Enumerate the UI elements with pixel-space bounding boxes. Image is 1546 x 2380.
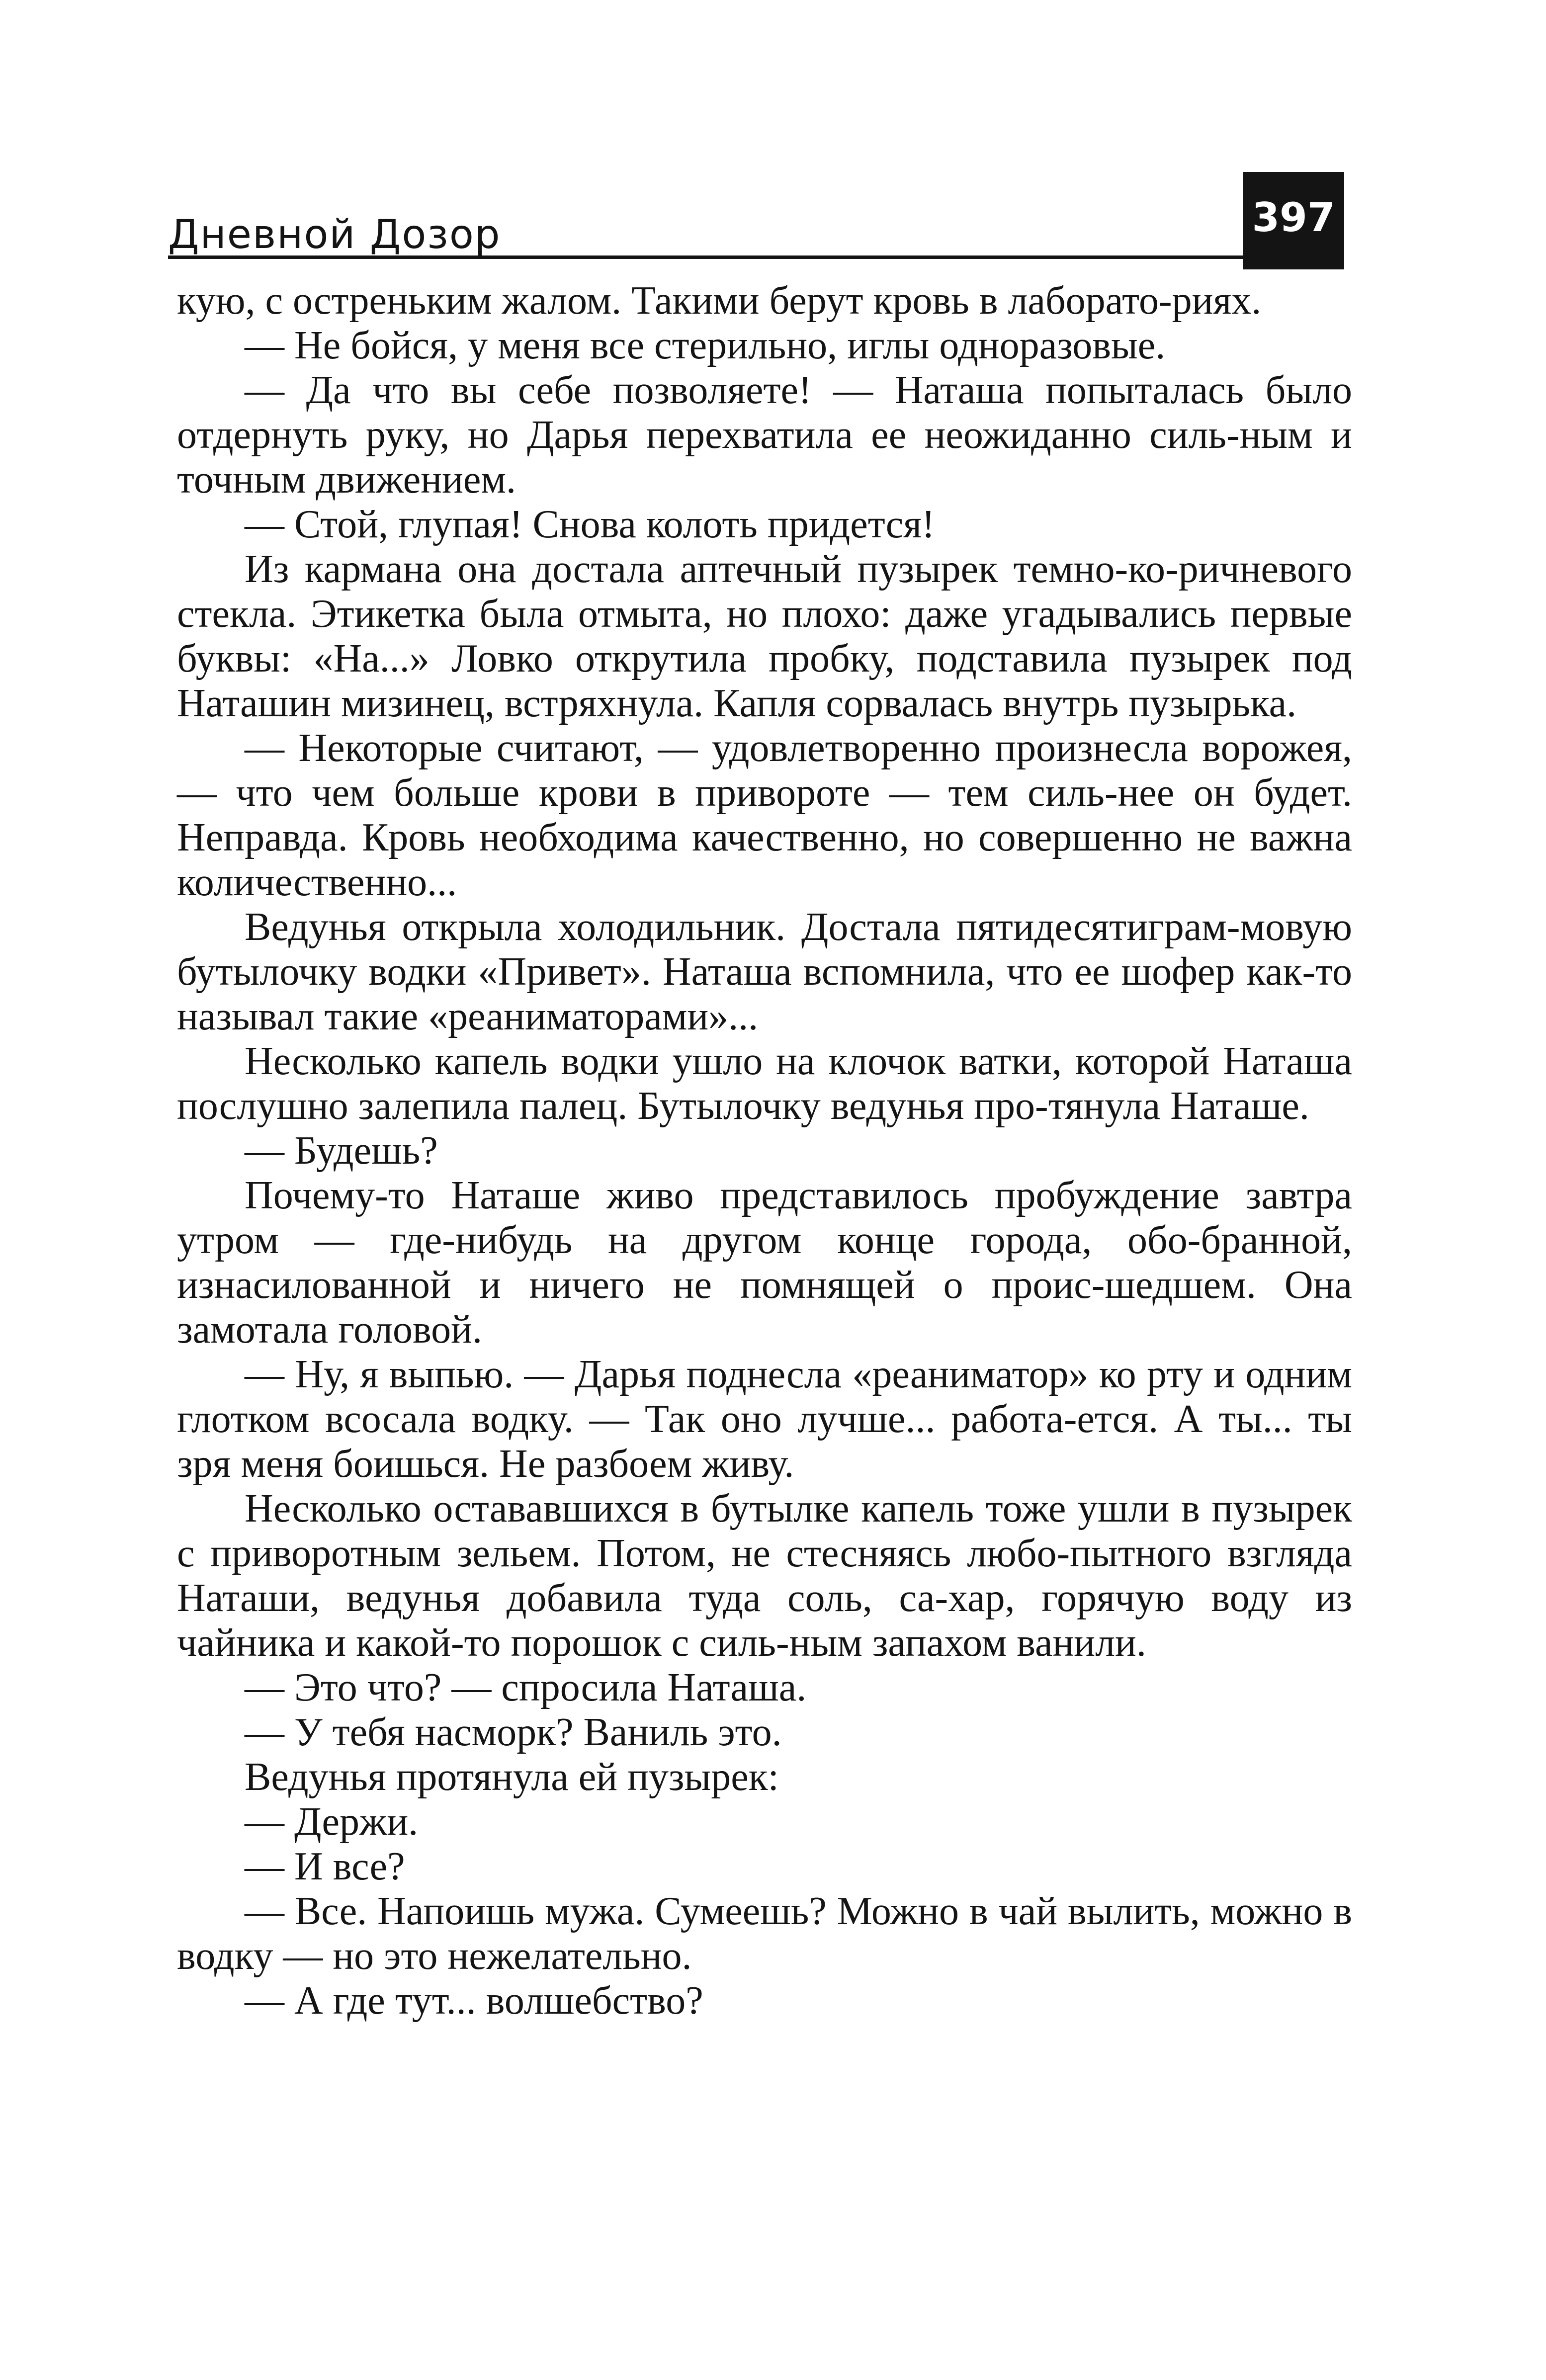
- page-number-badge: [1243, 172, 1344, 269]
- body-text: [177, 278, 1352, 2023]
- paragraph: Ведунья открыла холодильник. Достала пятидесятиграм-мовую бутылочку водки «Привет». Наташа вспомнила, что ее шофер как-то называл такие «реаниматорами»...: [177, 905, 1352, 1038]
- paragraph: — Будешь?: [245, 1129, 438, 1173]
- paragraph: кую, с остреньким жалом. Такими берут кровь в лаборато-риях.: [177, 279, 1262, 323]
- paragraph: — Да что вы себе позволяете! — Наташа попыталась было отдернуть руку, но Дарья перехватила ее неожиданно силь-ным и точным движением.: [177, 368, 1352, 502]
- paragraph: Ведунья протянула ей пузырек:: [245, 1755, 779, 1799]
- paragraph: — У тебя насморк? Ваниль это.: [245, 1710, 782, 1754]
- paragraph: — А где тут... волшебство?: [245, 1979, 703, 2023]
- paragraph: Несколько капель водки ушло на клочок ватки, которой Наташа послушно залепила палец. Бутылочку ведунья про-тянула Наташе.: [177, 1039, 1352, 1128]
- page-number: 397: [1252, 194, 1335, 241]
- paragraph: Почему-то Наташе живо представилось пробуждение завтра утром — где-нибудь на другом конце города, обо-бранной, изнасилованной и ничего не помнящей о проис-шедшем. Она замотала головой.: [177, 1174, 1352, 1352]
- paragraph: — Это что? — спросила Наташа.: [245, 1666, 807, 1709]
- running-header: [168, 211, 1344, 259]
- paragraph: — И все?: [245, 1845, 405, 1888]
- paragraph: — Стой, глупая! Снова колоть придется!: [245, 503, 935, 546]
- paragraph: — Ну, я выпью. — Дарья поднесла «реаниматор» ко рту и одним глотком всосала водку. — Так оно лучше... работа-ется. А ты... ты зря меня боишься. Не разбоем живу.: [177, 1353, 1352, 1486]
- paragraph: Несколько остававшихся в бутылке капель тоже ушли в пузырек с приворотным зельем. Потом, не стесняясь любо-пытного взгляда Наташи, ведунья добавила туда соль, са-хар, горячую воду из чайника и какой-то порошок с силь-ным запахом ванили.: [177, 1487, 1352, 1665]
- paragraph: Из кармана она достала аптечный пузырек темно-ко-ричневого стекла. Этикетка была отмыта, но плохо: даже угадывались первые буквы: «На...» Ловко открутила пробку, подставила пузырек под Наташин мизинец, встряхнула. Капля сорвалась внутрь пузырька.: [177, 547, 1352, 725]
- paragraph: — Некоторые считают, — удовлетворенно произнесла ворожея, — что чем больше крови в привороте — тем силь-нее он будет. Неправда. Кровь необходима качественно, но совершенно не важна количественно...: [177, 726, 1352, 904]
- paragraph: — Держи.: [245, 1800, 419, 1844]
- paragraph: — Все. Напоишь мужа. Сумеешь? Можно в чай вылить, можно в водку — но это нежелательно.: [177, 1889, 1352, 1978]
- paragraph: — Не бойся, у меня все стерильно, иглы одноразовые.: [245, 324, 1166, 367]
- book-title: Дневной Дозор: [168, 211, 501, 257]
